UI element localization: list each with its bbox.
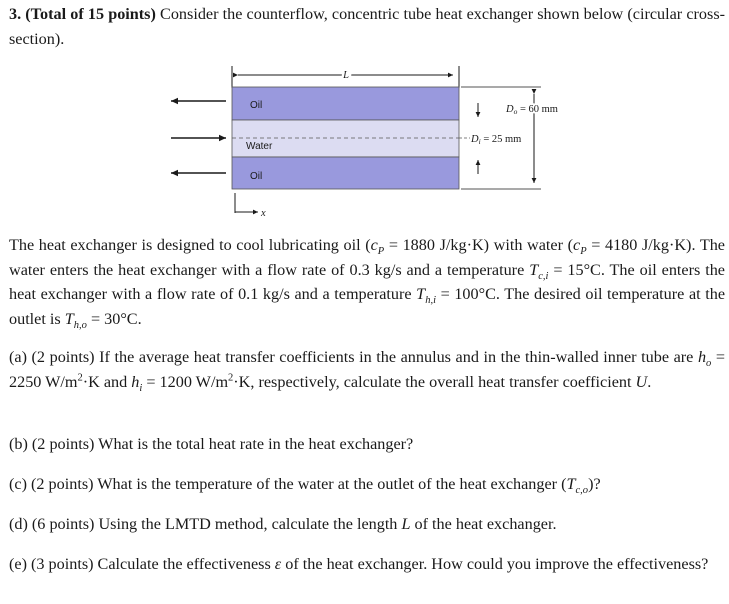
water-label: Water: [246, 141, 273, 152]
cp-symbol: c: [370, 236, 378, 254]
cp-subscript: P: [377, 246, 385, 258]
part-b: (b) (2 points) What is the total heat rate in the heat exchanger?: [9, 435, 414, 453]
part-e: [9, 552, 725, 577]
x-axis-label: x: [261, 208, 266, 219]
part-a-text: .: [647, 372, 652, 391]
oil-annulus-top: [232, 87, 459, 120]
part-a-text: (a) (2 points) If the average heat transfer coefficients in the annulus and in the thin-walled inner tube are: [9, 348, 698, 366]
di-label: Di = 25 mm: [471, 134, 522, 146]
body-text: = 4180 J/kg·K). The water enters the heat exchanger with a flow rate of 0.3 kg/s and a temperature: [9, 236, 725, 279]
part-a-text: = 1200 W/m: [142, 372, 229, 391]
oil-top-label: Oil: [250, 100, 263, 111]
oil-bottom-label: Oil: [250, 171, 263, 182]
hi-symbol: h: [131, 372, 140, 391]
heat-exchanger-diagram: [0, 0, 729, 225]
part-a-text: = 2250 W/m: [9, 348, 725, 391]
temperature-symbol: T: [416, 285, 426, 303]
part-d-text: of the heat exchanger.: [410, 515, 557, 533]
superscript: 2: [228, 372, 234, 384]
part-d-text: (d) (6 points) Using the LMTD method, calculate the length: [9, 515, 402, 533]
ho-symbol: h: [697, 348, 707, 366]
part-c-text: )?: [588, 475, 601, 493]
temperature-symbol: T: [64, 309, 74, 328]
part-e-text: of the heat exchanger. How could you improve the effectiveness?: [281, 555, 709, 573]
cp-subscript: P: [580, 246, 587, 258]
body-text: The heat exchanger is designed to cool lubricating oil (: [9, 236, 371, 254]
temperature-symbol: T: [566, 475, 576, 493]
problem-body: [9, 233, 725, 331]
problem-number: 3.: [9, 5, 22, 23]
body-text: = 1880 J/kg·K) with water (: [384, 236, 574, 254]
problem-points: (Total of 15 points): [25, 5, 156, 23]
do-label: Do = 60 mm: [506, 104, 558, 116]
temperature-subscript: c,i: [538, 270, 549, 282]
temperature-subscript: h,o: [73, 319, 87, 331]
part-a: [9, 345, 725, 394]
length-symbol: L: [401, 515, 411, 533]
epsilon-symbol: ε: [274, 555, 282, 573]
part-c-text: (c) (2 points) What is the temperature of the water at the outlet of the heat exchanger (: [9, 475, 567, 493]
temperature-subscript: h,i: [425, 295, 436, 307]
part-e-text: (e) (3 points) Calculate the effectiveness: [9, 555, 275, 573]
part-d: [9, 512, 725, 537]
problem-intro: Consider the counterflow, concentric tube heat exchanger shown below (circular cross-section).: [9, 5, 726, 48]
part-a-text: ·K and: [82, 372, 132, 391]
body-text: = 100°C. The desired oil temperature at the outlet is: [9, 285, 726, 328]
superscript: 2: [77, 372, 83, 384]
temperature-subscript: c,o: [575, 485, 589, 497]
body-text: = 15°C. The oil enters the heat exchanger with a flow rate of 0.1 kg/s and a temperature: [9, 260, 725, 303]
length-label: L: [343, 70, 349, 81]
ho-subscript: o: [706, 358, 712, 370]
hi-subscript: i: [139, 382, 143, 394]
cp-symbol: c: [573, 236, 581, 254]
temperature-symbol: T: [529, 260, 539, 279]
body-text: = 30°C.: [86, 309, 142, 328]
part-a-text: ·K, respectively, calculate the overall heat transfer coefficient: [233, 372, 636, 391]
oil-annulus-bottom: [232, 157, 459, 189]
u-symbol: U: [635, 372, 648, 391]
part-c: [9, 472, 725, 497]
